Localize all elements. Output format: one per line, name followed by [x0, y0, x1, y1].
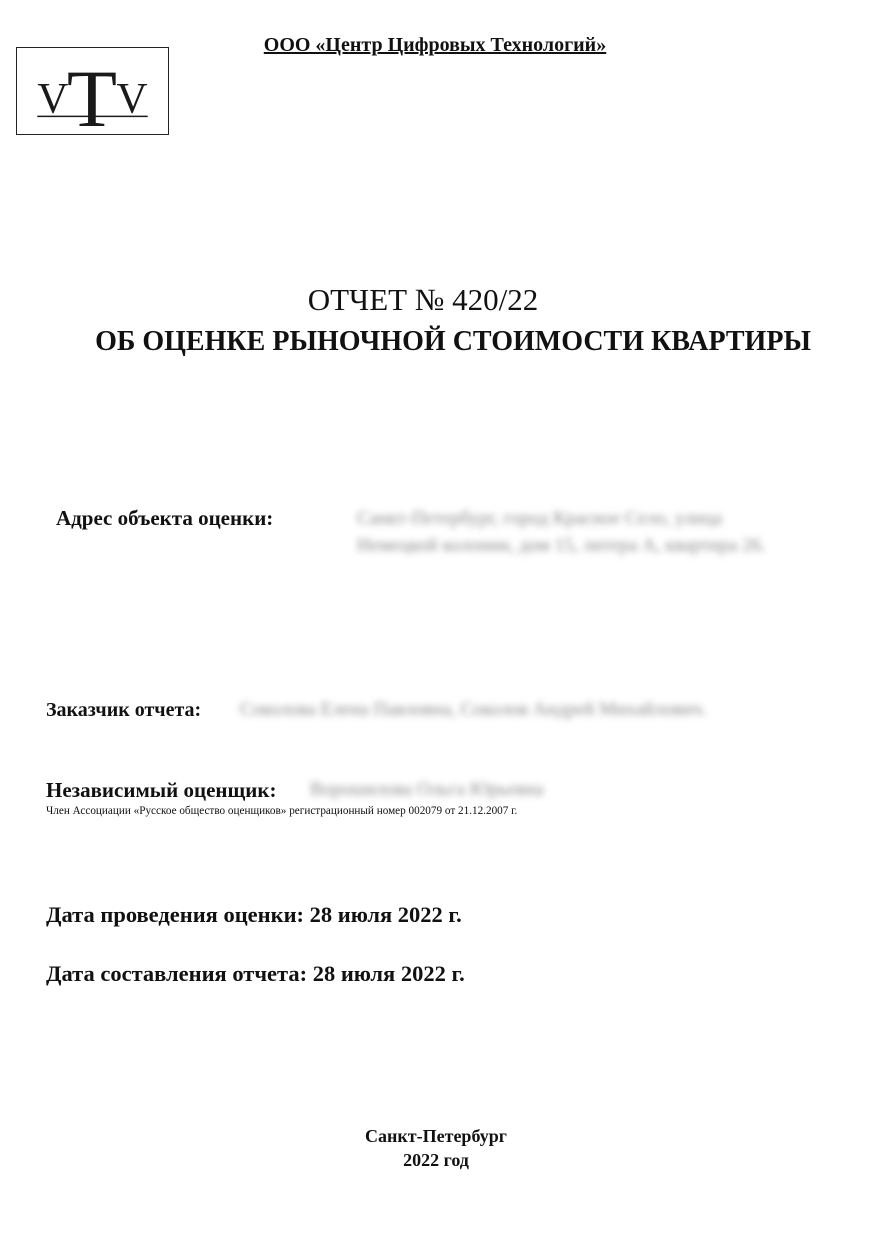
company-logo	[16, 47, 169, 135]
company-name: ООО «Центр Цифровых Технологий»	[263, 34, 607, 56]
appraiser-label: Независимый оценщик:	[46, 778, 277, 802]
object-address-label: Адрес объекта оценки:	[56, 506, 274, 530]
appraiser-membership: Член Ассоциации «Русское общество оценщиков» регистрационный номер 002079 от 21.12.2007 г.	[46, 805, 518, 817]
footer-year: 2022 год	[403, 1150, 469, 1170]
appraiser-value: Ворошилова Ольга Юрьевна	[310, 779, 544, 800]
valuation-date: Дата проведения оценки: 28 июля 2022 г.	[46, 902, 462, 927]
report-date: Дата составления отчета: 28 июля 2022 г.	[46, 961, 465, 986]
client-value: Соколова Елена Павловна, Соколов Андрей Михайлович.	[240, 699, 707, 720]
report-number: ОТЧЕТ № 420/22	[307, 282, 539, 317]
svg-text:T: T	[66, 53, 118, 134]
report-subject: ОБ ОЦЕНКЕ РЫНОЧНОЙ СТОИМОСТИ КВАРТИРЫ	[95, 326, 811, 357]
svg-text:V: V	[116, 75, 148, 123]
object-address-value: Санкт-Петербург, город Красное Село, улица Немецкой колонии, дом 15, литера А, квартира 26.	[357, 508, 766, 556]
vtv-monogram-logo-icon	[17, 48, 168, 134]
client-label: Заказчик отчета:	[46, 699, 202, 721]
svg-text:V: V	[37, 75, 69, 123]
footer-city: Санкт-Петербург	[365, 1126, 507, 1146]
